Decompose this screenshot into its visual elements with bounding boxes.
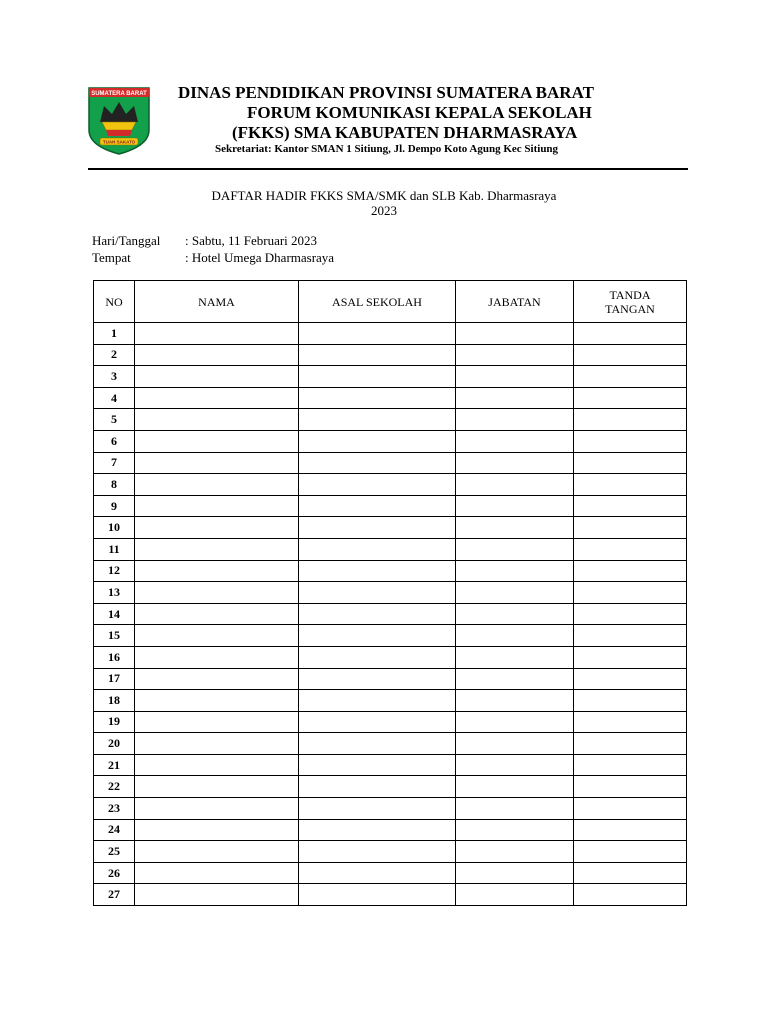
tanda-tangan-cell[interactable] <box>574 474 687 496</box>
row-number: 13 <box>94 582 135 604</box>
header-line-1: DINAS PENDIDIKAN PROVINSI SUMATERA BARAT <box>178 83 594 102</box>
row-number: 12 <box>94 560 135 582</box>
tanda-tangan-cell[interactable] <box>574 841 687 863</box>
jabatan-cell[interactable] <box>456 625 574 647</box>
nama-cell[interactable] <box>135 776 299 798</box>
asal-sekolah-cell[interactable] <box>299 798 456 820</box>
tanda-tangan-cell[interactable] <box>574 582 687 604</box>
header-divider <box>88 168 688 170</box>
table-row <box>94 668 687 690</box>
table-row <box>94 776 687 798</box>
table-row <box>94 819 687 841</box>
jabatan-cell[interactable] <box>456 668 574 690</box>
jabatan-cell[interactable] <box>456 517 574 539</box>
row-number: 25 <box>94 841 135 863</box>
tanda-tangan-cell[interactable] <box>574 387 687 409</box>
tanda-tangan-cell[interactable] <box>574 625 687 647</box>
jabatan-cell[interactable] <box>456 430 574 452</box>
table-row <box>94 582 687 604</box>
tanda-tangan-cell[interactable] <box>574 862 687 884</box>
nama-cell[interactable] <box>135 646 299 668</box>
nama-cell[interactable] <box>135 452 299 474</box>
table-row <box>94 495 687 517</box>
asal-sekolah-cell[interactable] <box>299 387 456 409</box>
header-line-3: (FKKS) SMA KABUPATEN DHARMASRAYA <box>232 123 578 142</box>
tanda-tangan-cell[interactable] <box>574 603 687 625</box>
jabatan-cell[interactable] <box>456 582 574 604</box>
row-number: 21 <box>94 754 135 776</box>
header-address: Sekretariat: Kantor SMAN 1 Sitiung, Jl. Dempo Koto Agung Kec Sitiung <box>215 143 559 155</box>
meta-place-row <box>92 250 334 266</box>
table-row <box>94 841 687 863</box>
jabatan-cell[interactable] <box>456 884 574 906</box>
table-row <box>94 430 687 452</box>
nama-cell[interactable] <box>135 798 299 820</box>
tanda-tangan-cell[interactable] <box>574 409 687 431</box>
tanda-tangan-cell[interactable] <box>574 452 687 474</box>
jabatan-cell[interactable] <box>456 366 574 388</box>
row-number: 1 <box>94 323 135 345</box>
nama-cell[interactable] <box>135 625 299 647</box>
asal-sekolah-cell[interactable] <box>299 776 456 798</box>
jabatan-cell[interactable] <box>456 560 574 582</box>
table-row <box>94 862 687 884</box>
tanda-tangan-cell[interactable] <box>574 819 687 841</box>
row-number: 3 <box>94 366 135 388</box>
tanda-tangan-cell[interactable] <box>574 430 687 452</box>
nama-cell[interactable] <box>135 884 299 906</box>
row-number: 16 <box>94 646 135 668</box>
row-number: 7 <box>94 452 135 474</box>
meta-date-label: Hari/Tanggal <box>92 233 161 248</box>
jabatan-cell[interactable] <box>456 754 574 776</box>
table-row <box>94 474 687 496</box>
table-row <box>94 366 687 388</box>
nama-cell[interactable] <box>135 819 299 841</box>
meta-date-row <box>92 233 317 249</box>
nama-cell[interactable] <box>135 387 299 409</box>
jabatan-cell[interactable] <box>456 646 574 668</box>
asal-sekolah-cell[interactable] <box>299 430 456 452</box>
row-number: 15 <box>94 625 135 647</box>
header-jabatan: JABATAN <box>456 281 574 323</box>
tanda-tangan-cell[interactable] <box>574 560 687 582</box>
asal-sekolah-cell[interactable] <box>299 690 456 712</box>
asal-sekolah-cell[interactable] <box>299 366 456 388</box>
nama-cell[interactable] <box>135 582 299 604</box>
asal-sekolah-cell[interactable] <box>299 646 456 668</box>
row-number: 23 <box>94 798 135 820</box>
table-body <box>94 323 687 906</box>
jabatan-cell[interactable] <box>456 495 574 517</box>
jabatan-cell[interactable] <box>456 538 574 560</box>
table-row <box>94 409 687 431</box>
tanda-tangan-cell[interactable] <box>574 711 687 733</box>
nama-cell[interactable] <box>135 409 299 431</box>
jabatan-cell[interactable] <box>456 474 574 496</box>
nama-cell[interactable] <box>135 495 299 517</box>
asal-sekolah-cell[interactable] <box>299 862 456 884</box>
row-number: 14 <box>94 603 135 625</box>
jabatan-cell[interactable] <box>456 603 574 625</box>
table-row <box>94 884 687 906</box>
row-number: 9 <box>94 495 135 517</box>
tanda-tangan-cell[interactable] <box>574 798 687 820</box>
tanda-tangan-cell[interactable] <box>574 884 687 906</box>
jabatan-cell[interactable] <box>456 733 574 755</box>
nama-cell[interactable] <box>135 538 299 560</box>
nama-cell[interactable] <box>135 603 299 625</box>
asal-sekolah-cell[interactable] <box>299 517 456 539</box>
table-row <box>94 603 687 625</box>
row-number: 6 <box>94 430 135 452</box>
nama-cell[interactable] <box>135 733 299 755</box>
tanda-tangan-cell[interactable] <box>574 776 687 798</box>
tanda-tangan-cell[interactable] <box>574 668 687 690</box>
meta-place-label: Tempat <box>92 250 131 265</box>
table-header-row <box>94 281 687 323</box>
nama-cell[interactable] <box>135 517 299 539</box>
row-number: 26 <box>94 862 135 884</box>
meta-date-value: : Sabtu, 11 Februari 2023 <box>185 233 318 248</box>
row-number: 24 <box>94 819 135 841</box>
asal-sekolah-cell[interactable] <box>299 841 456 863</box>
jabatan-cell[interactable] <box>456 344 574 366</box>
asal-sekolah-cell[interactable] <box>299 668 456 690</box>
table-row <box>94 387 687 409</box>
table-row <box>94 798 687 820</box>
tanda-tangan-cell[interactable] <box>574 517 687 539</box>
jabatan-cell[interactable] <box>456 323 574 345</box>
jabatan-cell[interactable] <box>456 819 574 841</box>
table-row <box>94 646 687 668</box>
table-row <box>94 323 687 345</box>
asal-sekolah-cell[interactable] <box>299 344 456 366</box>
title-line-2: 2023 <box>371 203 397 218</box>
row-number: 17 <box>94 668 135 690</box>
nama-cell[interactable] <box>135 323 299 345</box>
table-row <box>94 538 687 560</box>
asal-sekolah-cell[interactable] <box>299 603 456 625</box>
asal-sekolah-cell[interactable] <box>299 323 456 345</box>
nama-cell[interactable] <box>135 754 299 776</box>
asal-sekolah-cell[interactable] <box>299 582 456 604</box>
row-number: 5 <box>94 409 135 431</box>
jabatan-cell[interactable] <box>456 862 574 884</box>
table-row <box>94 452 687 474</box>
tanda-tangan-cell[interactable] <box>574 495 687 517</box>
nama-cell[interactable] <box>135 668 299 690</box>
asal-sekolah-cell[interactable] <box>299 625 456 647</box>
table-row <box>94 754 687 776</box>
nama-cell[interactable] <box>135 366 299 388</box>
asal-sekolah-cell[interactable] <box>299 733 456 755</box>
nama-cell[interactable] <box>135 344 299 366</box>
jabatan-cell[interactable] <box>456 387 574 409</box>
tanda-tangan-cell[interactable] <box>574 344 687 366</box>
asal-sekolah-cell[interactable] <box>299 452 456 474</box>
table-row <box>94 690 687 712</box>
row-number: 18 <box>94 690 135 712</box>
asal-sekolah-cell[interactable] <box>299 819 456 841</box>
asal-sekolah-cell[interactable] <box>299 409 456 431</box>
row-number: 8 <box>94 474 135 496</box>
row-number: 10 <box>94 517 135 539</box>
asal-sekolah-cell[interactable] <box>299 754 456 776</box>
tanda-tangan-cell[interactable] <box>574 690 687 712</box>
tanda-tangan-cell[interactable] <box>574 754 687 776</box>
document-title <box>80 188 688 218</box>
row-number: 2 <box>94 344 135 366</box>
logo-motto-text: TUAH SAKATO <box>102 139 136 145</box>
table-row <box>94 560 687 582</box>
jabatan-cell[interactable] <box>456 841 574 863</box>
row-number: 19 <box>94 711 135 733</box>
tanda-tangan-cell[interactable] <box>574 646 687 668</box>
jabatan-cell[interactable] <box>456 798 574 820</box>
jabatan-cell[interactable] <box>456 776 574 798</box>
table-row <box>94 711 687 733</box>
tanda-tangan-cell[interactable] <box>574 366 687 388</box>
asal-sekolah-cell[interactable] <box>299 711 456 733</box>
row-number: 20 <box>94 733 135 755</box>
jabatan-cell[interactable] <box>456 711 574 733</box>
asal-sekolah-cell[interactable] <box>299 560 456 582</box>
nama-cell[interactable] <box>135 841 299 863</box>
table-row <box>94 517 687 539</box>
sumatera-barat-emblem-logo <box>86 86 152 156</box>
meta-place-value: : Hotel Umega Dharmasraya <box>185 250 335 265</box>
jabatan-cell[interactable] <box>456 452 574 474</box>
nama-cell[interactable] <box>135 862 299 884</box>
header-tanda-tangan: TANDA TANGAN <box>574 281 687 323</box>
row-number: 11 <box>94 538 135 560</box>
header-nama: NAMA <box>135 281 299 323</box>
tanda-tangan-cell[interactable] <box>574 733 687 755</box>
row-number: 22 <box>94 776 135 798</box>
title-line-1: DAFTAR HADIR FKKS SMA/SMK dan SLB Kab. Dharmasraya <box>211 188 557 203</box>
row-number: 27 <box>94 884 135 906</box>
header-no: NO <box>94 281 135 323</box>
table-row <box>94 625 687 647</box>
header-line-2: FORUM KOMUNIKASI KEPALA SEKOLAH <box>247 103 592 122</box>
attendance-table <box>93 280 687 906</box>
nama-cell[interactable] <box>135 690 299 712</box>
row-number: 4 <box>94 387 135 409</box>
asal-sekolah-cell[interactable] <box>299 884 456 906</box>
nama-cell[interactable] <box>135 430 299 452</box>
asal-sekolah-cell[interactable] <box>299 538 456 560</box>
logo-banner-text: SUMATERA BARAT <box>91 91 147 97</box>
table-row <box>94 733 687 755</box>
nama-cell[interactable] <box>135 560 299 582</box>
header-asal-sekolah: ASAL SEKOLAH <box>299 281 456 323</box>
tanda-tangan-cell[interactable] <box>574 323 687 345</box>
table-row <box>94 344 687 366</box>
nama-cell[interactable] <box>135 711 299 733</box>
nama-cell[interactable] <box>135 474 299 496</box>
jabatan-cell[interactable] <box>456 690 574 712</box>
asal-sekolah-cell[interactable] <box>299 474 456 496</box>
tanda-tangan-cell[interactable] <box>574 538 687 560</box>
jabatan-cell[interactable] <box>456 409 574 431</box>
asal-sekolah-cell[interactable] <box>299 495 456 517</box>
